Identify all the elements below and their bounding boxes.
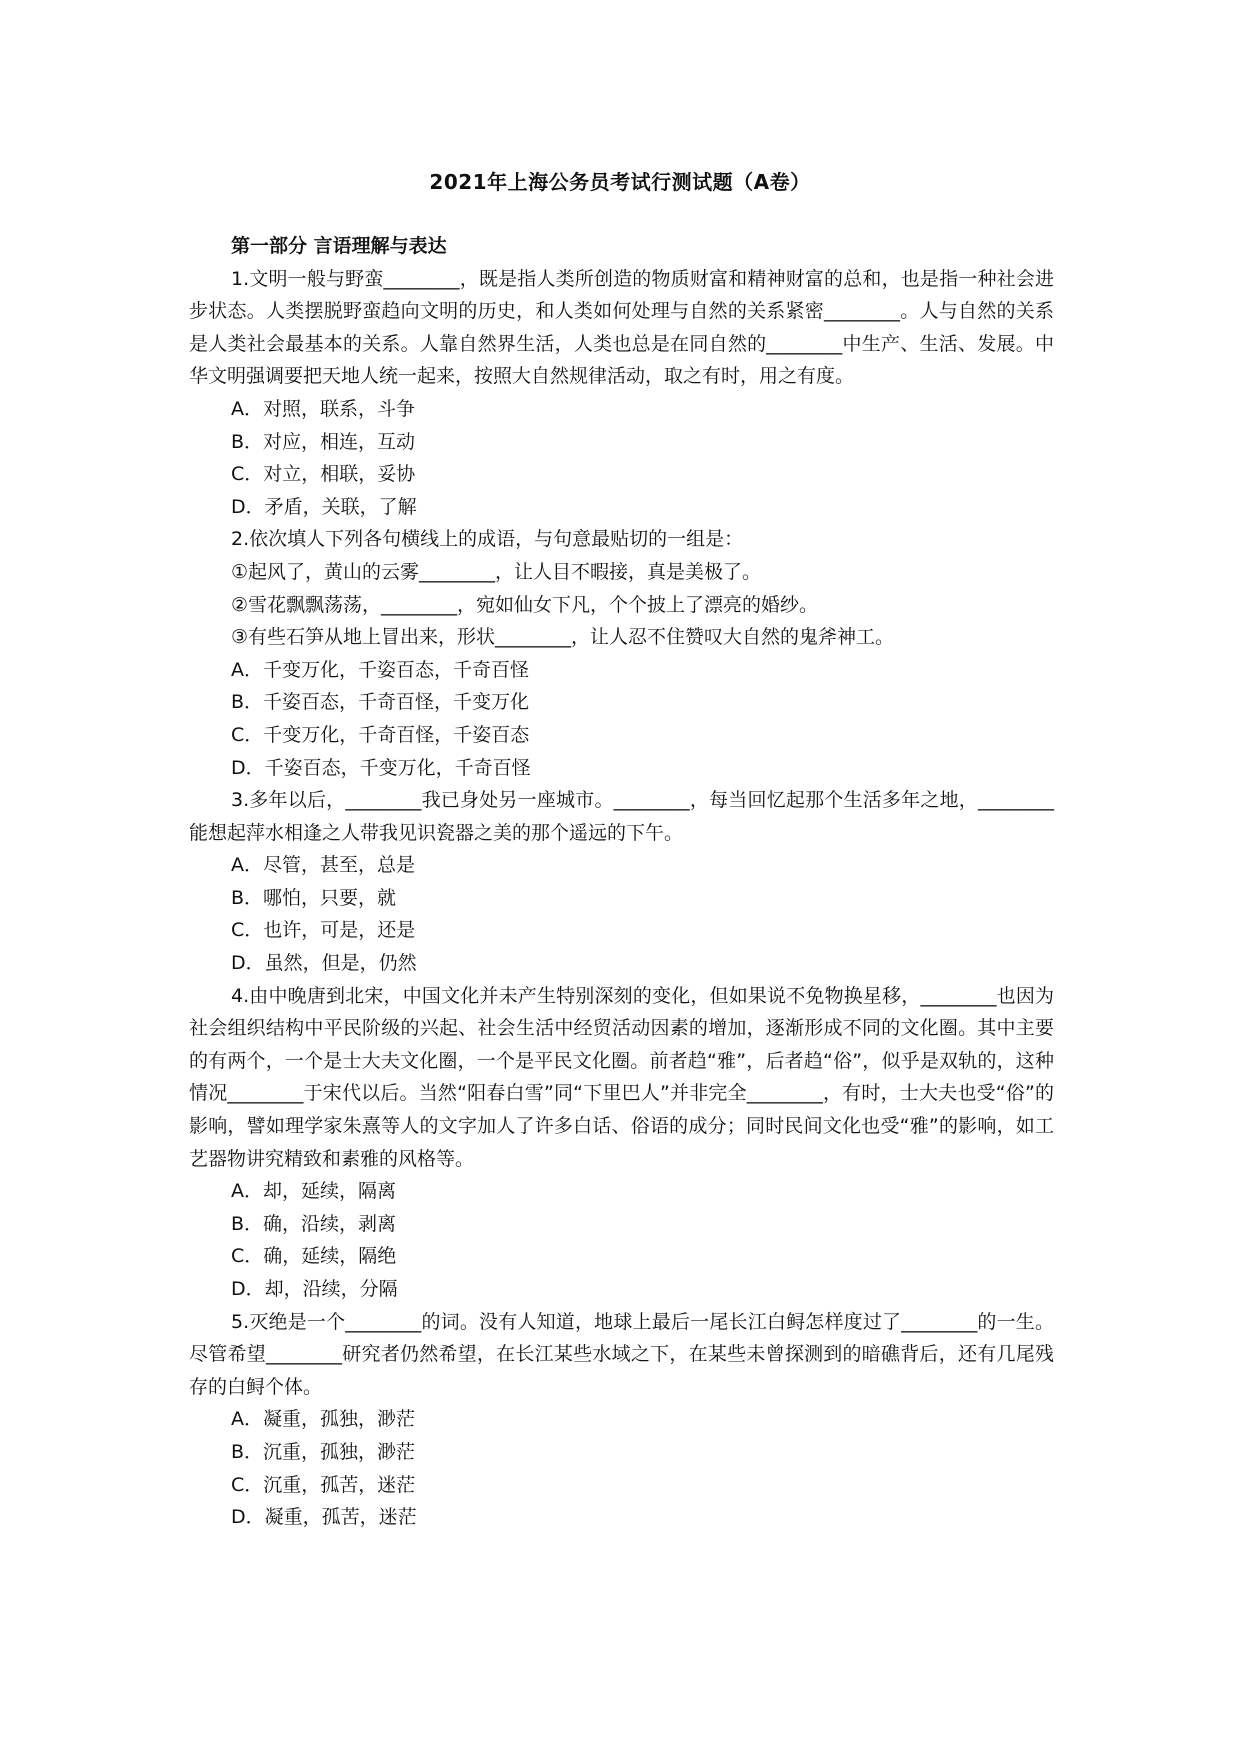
option-c: C．对立，相联，妥协 — [231, 463, 416, 486]
question-stem: 4.由中晚唐到北宋，中国文化并未产生特别深刻的变化，但如果说不免物换星移，________也因为社会组织结构中平民阶级的兴起、社会生活中经贸活动因素的增加，逐渐形成不同的文化圈。其中主要的有两个，一个是士大夫文化圈，一个是平民文化圈。前者趋“雅”，后者趋“俗”，似乎是双轨的，这种情况________于宋代以后。当然“阳春白雪”同“下里巴人”并非完全________，有时，士大夫也受“俗”的影响，譬如理学家朱熹等人的文字加人了许多白话、俗语的成分；同时民间文化也受“雅”的影响，如工艺器物讲究精致和素雅的风格等。 — [189, 984, 1054, 1170]
option-b: B．确，沿续，剥离 — [231, 1212, 397, 1235]
question-sentence-3: ③有些石笋从地上冒出来，形状________，让人忍不住赞叹大自然的鬼斧神工。 — [231, 626, 895, 649]
option-d: D．虽然，但是，仍然 — [231, 952, 417, 975]
document-body — [189, 230, 1054, 1534]
option-b: B．沉重，孤独，渺茫 — [231, 1440, 416, 1463]
question-stem: 5.灭绝是一个________的词。没有人知道，地球上最后一尾长江白鲟怎样度过了________的一生。尽管希望________研究者仍然希望，在长江某些水域之下，在某些未曾探测到的暗礁背后，还有几尾残存的白鲟个体。 — [189, 1310, 1054, 1398]
option-c: C．确，延续，隔绝 — [231, 1245, 397, 1268]
option-a: A．对照，联系，斗争 — [231, 397, 415, 420]
option-b: B．哪怕，只要，就 — [231, 886, 397, 909]
question-stem: 1.文明一般与野蛮________，既是指人类所创造的物质财富和精神财富的总和，也是指一种社会进步状态。人类摆脱野蛮趋向文明的历史，和人类如何处理与自然的关系紧密________。人与自然的关系是人类社会最基本的关系。人靠自然界生活，人类也总是在同自然的________中生产、生活、发展。中华文明强调要把天地人统一起来，按照大自然规律活动，取之有时，用之有度。 — [189, 267, 1054, 388]
option-c: C．沉重，孤苦，迷茫 — [231, 1473, 416, 1496]
question-1 — [189, 263, 1054, 524]
option-b: B．对应，相连，互动 — [231, 430, 416, 453]
question-stem: 3.多年以后，________我已身处另一座城市。________，每当回忆起那个生活多年之地，________能想起萍水相逢之人带我见识瓷器之美的那个遥远的下午。 — [189, 789, 1054, 844]
question-2 — [189, 523, 1054, 784]
option-c: C．千变万化，千奇百怪，千姿百态 — [231, 723, 530, 746]
question-3 — [189, 784, 1054, 980]
option-d: D．矛盾，关联，了解 — [231, 495, 417, 518]
option-a: A．千变万化，千姿百态，千奇百怪 — [231, 658, 529, 681]
option-d: D．却，沿续，分隔 — [231, 1278, 398, 1300]
option-c: C．也许，可是，还是 — [231, 919, 416, 942]
option-d: D．千姿百态，千变万化，千奇百怪 — [231, 756, 531, 779]
option-a: A．却，延续，隔离 — [231, 1180, 396, 1203]
section-heading: 第一部分 言语理解与表达 — [231, 235, 447, 257]
question-5 — [189, 1306, 1054, 1534]
question-4 — [189, 980, 1054, 1306]
question-sentence-1: ①起风了，黄山的云雾________，让人目不暇接，真是美极了。 — [231, 560, 762, 583]
option-a: A．凝重，孤独，渺茫 — [231, 1408, 415, 1431]
page-title: 2021年上海公务员考试行测试题（A卷） — [429, 170, 811, 194]
question-stem: 2.依次填人下列各句横线上的成语，与句意最贴切的一组是： — [231, 528, 744, 551]
option-a: A．尽管，甚至，总是 — [231, 854, 415, 877]
option-b: B．千姿百态，千奇百怪，千变万化 — [231, 691, 530, 714]
question-sentence-2: ②雪花飘飘荡荡，________，宛如仙女下凡，个个披上了漂亮的婚纱。 — [231, 593, 819, 616]
option-d: D．凝重，孤苦，迷茫 — [231, 1506, 417, 1529]
